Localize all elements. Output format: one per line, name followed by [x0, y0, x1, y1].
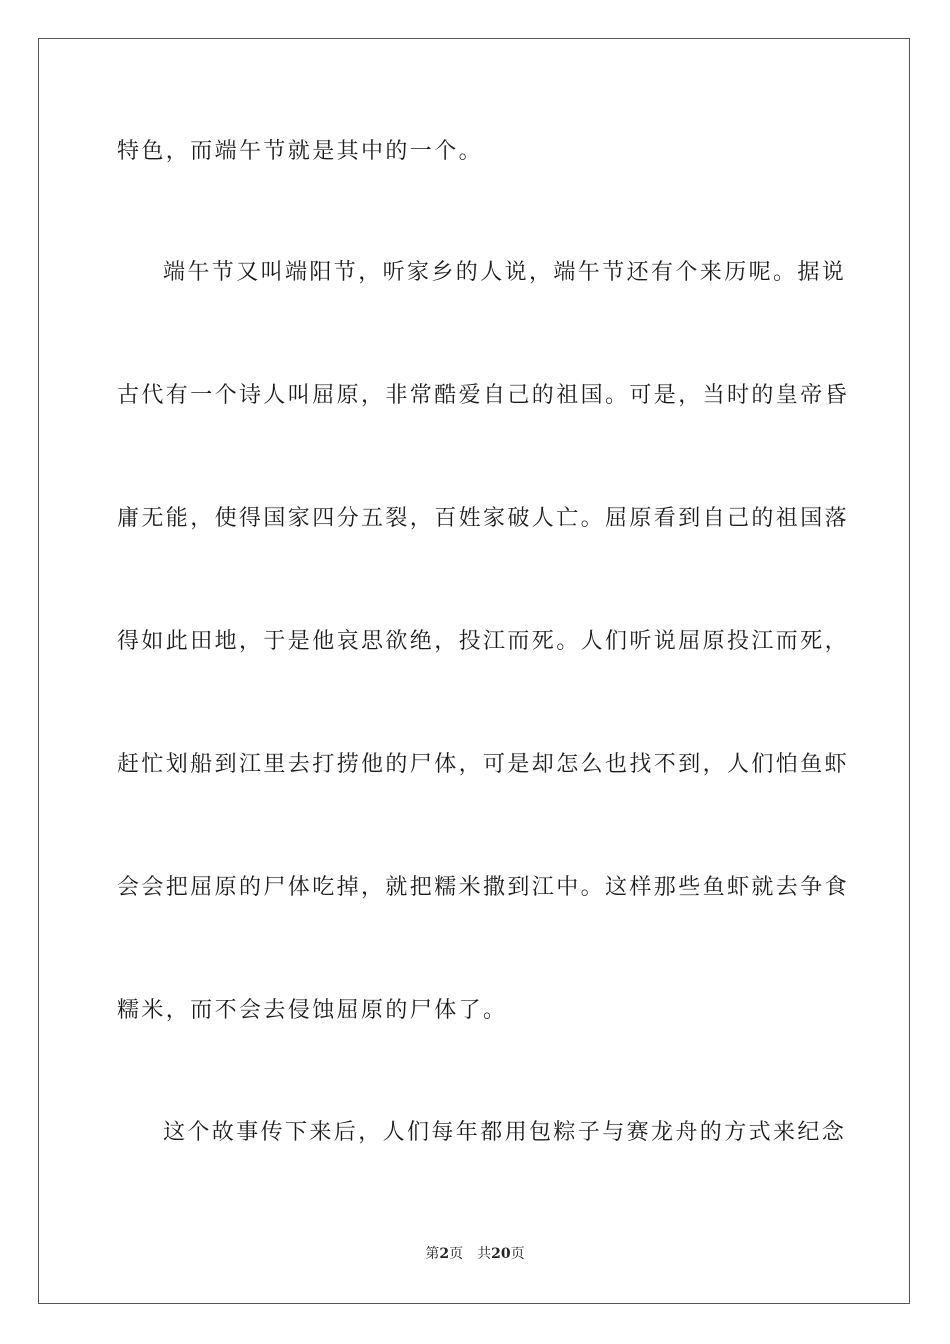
text-line-5: 得如此田地，于是他哀思欲绝，投江而死。人们听说屈原投江而死， [117, 629, 850, 654]
page-frame [38, 38, 910, 1304]
total-suffix: 页 [510, 1246, 525, 1262]
text-line-9: 这个故事传下来后，人们每年都用包粽子与赛龙舟的方式来纪念 [163, 1120, 847, 1145]
text-line-6: 赶忙划船到江里去打捞他的尸体，可是却怎么也找不到，人们怕鱼虾 [117, 752, 850, 777]
page-footer [0, 1244, 950, 1264]
text-line-8: 糯米，而不会去侵蚀屈原的尸体了。 [117, 998, 508, 1023]
total-prefix: 共 [477, 1246, 492, 1262]
page-number: 2 [439, 1246, 450, 1262]
text-line-4: 庸无能，使得国家四分五裂，百姓家破人亡。屈原看到自己的祖国落 [117, 506, 850, 531]
text-line-3: 古代有一个诗人叫屈原，非常酷爱自己的祖国。可是，当时的皇帝昏 [117, 383, 850, 408]
total-pages: 20 [491, 1246, 511, 1262]
page-prefix: 第 [425, 1246, 440, 1262]
text-line-2: 端午节又叫端阳节，听家乡的人说，端午节还有个来历呢。据说 [163, 260, 847, 285]
page-suffix: 页 [449, 1246, 464, 1262]
text-line-7: 会会把屈原的尸体吃掉，就把糯米撒到江中。这样那些鱼虾就去争食 [117, 875, 850, 900]
text-line-1: 特色，而端午节就是其中的一个。 [117, 139, 484, 164]
